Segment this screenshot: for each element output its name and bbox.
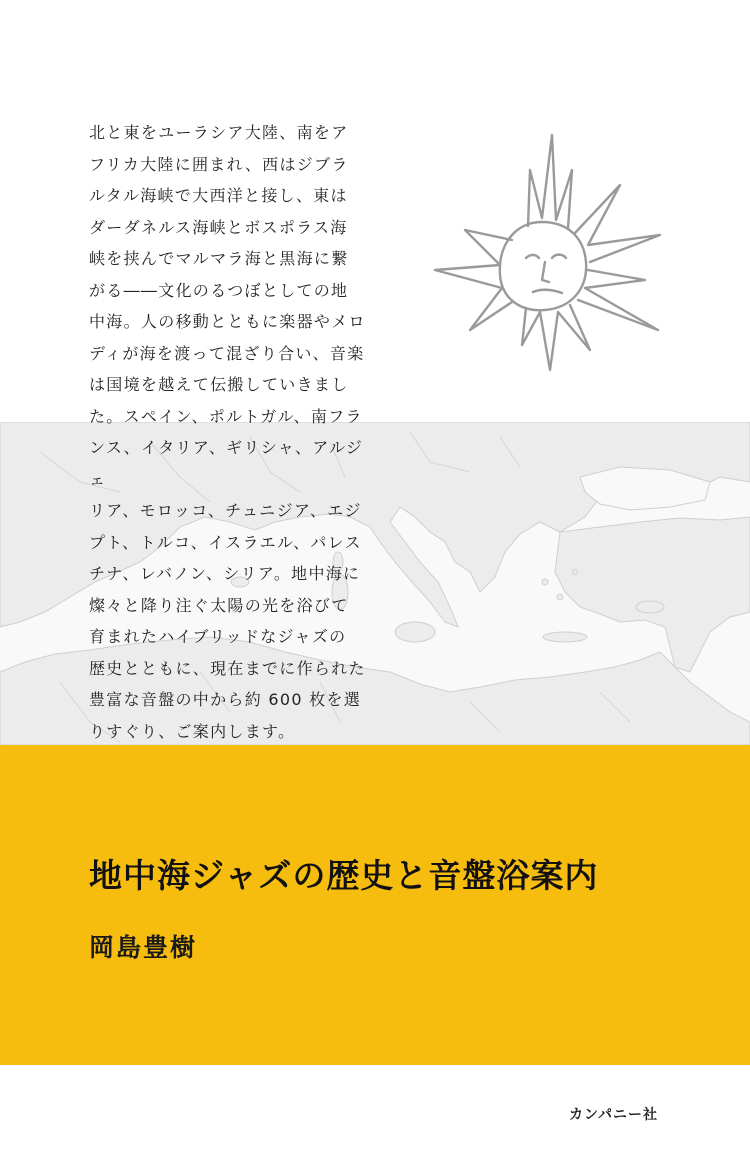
- sun-ray-bottom: [522, 305, 590, 370]
- book-title: 地中海ジャズの歴史と音盤浴案内: [89, 856, 599, 895]
- cover-blurb: 北と東をユーラシア大陸、南をア フリカ大陸に囲まれ、西はジブラ ルタル海峡で大西洋と接し、東は ダーダネルス海峡とボスポラス海 峡を挟んでマルマラ海と黒海に繋 がる――文化のるつぼとしての地 中海。人の移動とともに楽器やメロ ディが海を渡って混ざり合い、音楽 は国境を越えて伝搬していきまし た。スペイン、ポルトガル、南フラ ンス、イタリア、ギリシャ、アルジェ リア、モロッコ、チュニジア、エジ プト、トルコ、イスラエル、パレス チナ、レバノン、シリア。地中海に 燦々と降り注ぐ太陽の光を浴びて 育まれたハイブリッドなジャズの 歴史とともに、現在までに作られた 豊富な音盤の中から約 600 枚を選 りすぐり、ご案内します。: [89, 123, 366, 741]
- island-crete: [543, 632, 587, 642]
- sun-icon: [430, 130, 665, 375]
- sun-nose: [542, 262, 549, 282]
- sun-ray-upper-right: [575, 185, 660, 262]
- sun-mouth: [533, 290, 562, 293]
- island-sicily: [395, 622, 435, 642]
- island-cyprus: [636, 601, 664, 613]
- sun-illustration: [430, 130, 665, 375]
- sun-eye-right: [552, 255, 566, 258]
- publisher-name: カンパニー社: [568, 1107, 658, 1123]
- sun-face-outline: [500, 222, 586, 310]
- island-aegean-1: [542, 579, 548, 585]
- sun-ray-right: [578, 270, 658, 330]
- island-aegean-2: [557, 594, 563, 600]
- author-name: 岡島豊樹: [89, 933, 198, 962]
- title-band: [0, 745, 750, 1065]
- sun-ray-top: [528, 135, 572, 228]
- sun-eye-left: [526, 255, 539, 258]
- island-aegean-3: [573, 570, 578, 575]
